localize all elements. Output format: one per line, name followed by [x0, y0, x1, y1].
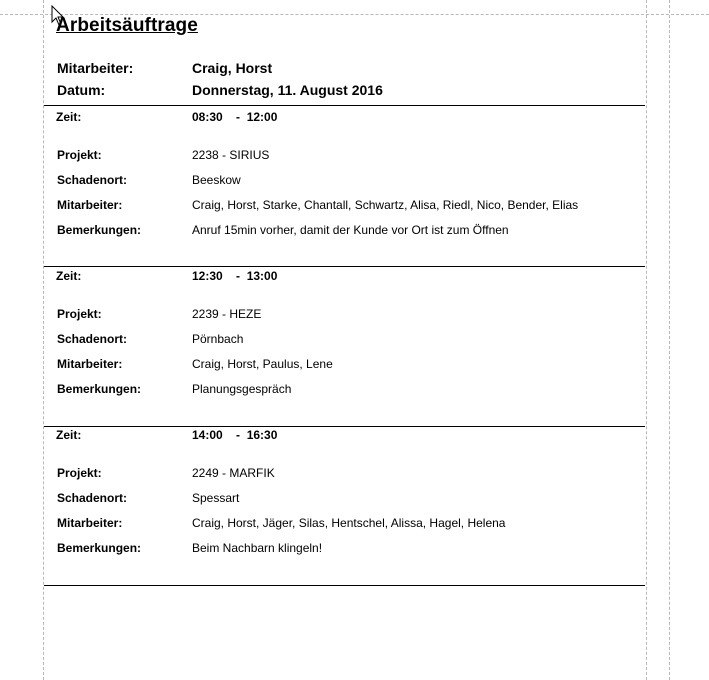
remarks-value: Anruf 15min vorher, damit der Kunde vor Ort ist zum Öffnen: [192, 223, 509, 237]
time-end: 16:30: [246, 428, 278, 442]
staff-label: Mitarbeiter:: [57, 357, 123, 371]
project-label: Projekt:: [57, 148, 102, 162]
document-title: Arbeitsäuftrage: [56, 15, 198, 36]
staff-label: Mitarbeiter:: [57, 198, 123, 212]
remarks-value: Planungsgespräch: [192, 382, 292, 396]
project-label: Projekt:: [57, 466, 102, 480]
location-value: Spessart: [192, 491, 240, 505]
time-label: Zeit:: [56, 269, 82, 283]
section-divider: [44, 105, 645, 106]
remarks-value: Beim Nachbarn klingeln!: [192, 541, 323, 555]
staff-value: Craig, Horst, Jäger, Silas, Hentschel, Alissa, Hagel, Helena: [192, 516, 506, 530]
staff-value: Craig, Horst, Starke, Chantall, Schwartz, Alisa, Riedl, Nico, Bender, Elias: [192, 198, 579, 212]
time-start: 12:30: [192, 269, 223, 283]
time-end: 13:00: [246, 269, 278, 283]
section-divider: [44, 426, 645, 427]
time-range: 12:30 - 13:00: [192, 269, 278, 283]
page-edge-guide: [669, 0, 670, 680]
remarks-label: Bemerkungen:: [57, 541, 142, 555]
section-divider: [44, 266, 645, 267]
section-divider: [44, 585, 645, 586]
page-margin-guide-left: [43, 0, 44, 680]
page-margin-guide-right: [646, 0, 647, 680]
time-label: Zeit:: [56, 428, 82, 442]
time-range: 14:00 - 16:30: [192, 428, 278, 442]
time-range: 08:30 - 12:00: [192, 110, 278, 124]
date-value: Donnerstag, 11. August 2016: [192, 82, 383, 98]
time-label: Zeit:: [56, 110, 82, 124]
time-start: 08:30: [192, 110, 223, 124]
location-label: Schadenort:: [57, 332, 128, 346]
date-label: Datum:: [57, 82, 106, 98]
time-end: 12:00: [246, 110, 278, 124]
employee-label: Mitarbeiter:: [57, 60, 134, 76]
project-value: 2239 - HEZE: [192, 307, 262, 321]
location-label: Schadenort:: [57, 491, 128, 505]
location-value: Pörnbach: [192, 332, 244, 346]
remarks-label: Bemerkungen:: [57, 223, 142, 237]
project-label: Projekt:: [57, 307, 102, 321]
project-value: 2238 - SIRIUS: [192, 148, 270, 162]
project-value: 2249 - MARFIK: [192, 466, 275, 480]
staff-label: Mitarbeiter:: [57, 516, 123, 530]
location-value: Beeskow: [192, 173, 241, 187]
location-label: Schadenort:: [57, 173, 128, 187]
time-start: 14:00: [192, 428, 223, 442]
staff-value: Craig, Horst, Paulus, Lene: [192, 357, 333, 371]
employee-value: Craig, Horst: [192, 60, 273, 76]
remarks-label: Bemerkungen:: [57, 382, 142, 396]
